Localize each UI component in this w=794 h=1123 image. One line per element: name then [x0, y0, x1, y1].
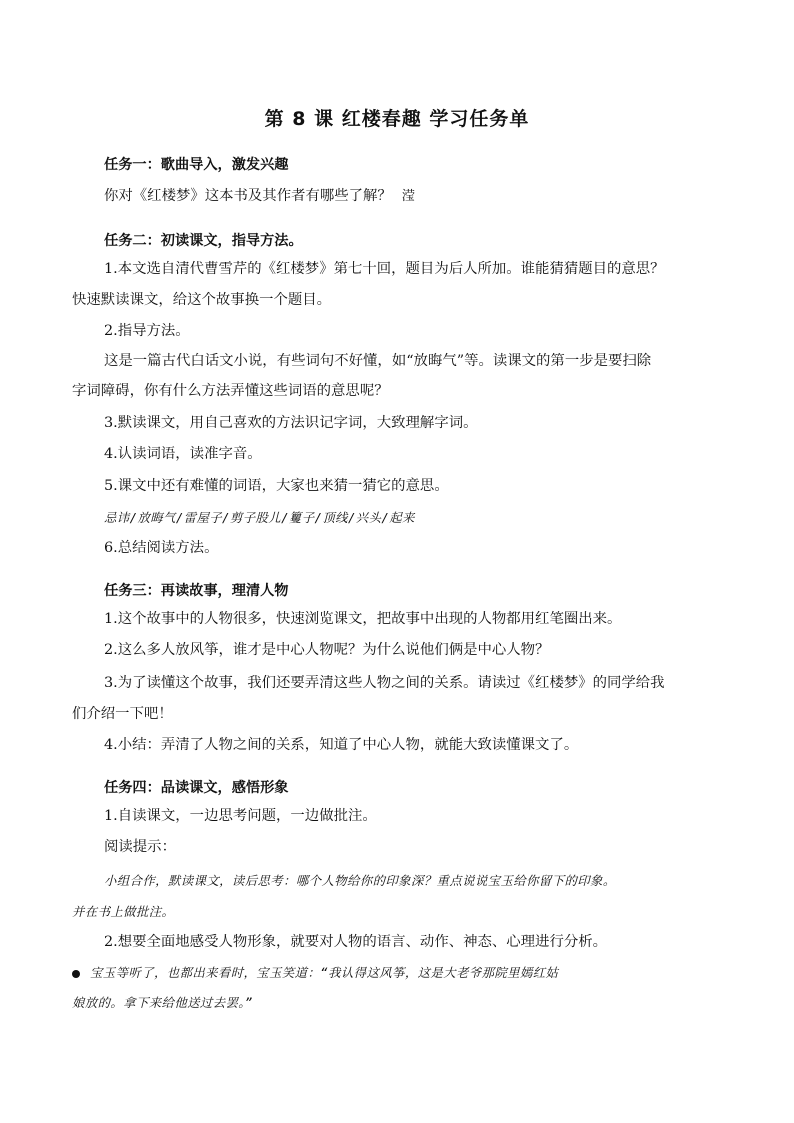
task4-quote-line2: 娘放的。拿下来给他送过去罢。” — [72, 995, 253, 1010]
task3-heading: 任务三：再读故事，理清人物 — [104, 583, 289, 599]
page-title: 第 8 课 红楼春趣 学习任务单 — [264, 108, 530, 130]
task2-item5: 5.课文中还有难懂的词语，大家也来猜一猜它的意思。 — [104, 478, 449, 494]
task2-item6: 6.总结阅读方法。 — [104, 540, 219, 556]
task2-item3: 3.默读课文，用自己喜欢的方法识记字词，大致理解字词。 — [104, 415, 478, 431]
task4-hint-line2: 并在书上做批注。 — [72, 904, 175, 919]
task2-para-line1: 这是一篇古代白话文小说，有些词句不好懂，如“放晦气”等。读课文的第一步是要扫除 — [104, 353, 652, 369]
task3-item2: 2.这么多人放风筝，谁才是中心人物呢？为什么说他们俩是中心人物？ — [104, 642, 550, 658]
task4-item1: 1.自读课文，一边思考问题，一边做批注。 — [104, 808, 377, 824]
task3-item4: 4.小结：弄清了人物之间的关系，知道了中心人物，就能大致读懂课文了。 — [104, 737, 579, 753]
task2-heading: 任务二：初读课文，指导方法。 — [104, 233, 303, 249]
task2-item1-line1: 1.本文选自清代曹雪芹的《红楼梦》第七十回，题目为后人所加。谁能猜猜题目的意思？ — [104, 261, 665, 277]
task2-item2: 2.指导方法。 — [104, 323, 190, 339]
task4-quote-line1-text: 宝玉等听了，也都出来看时，宝玉笑道：“我认得这风筝，这是大老爷那院里嫣红姑 — [90, 965, 559, 980]
task1-question-text: 你对《红楼梦》这本书及其作者有哪些了解？ — [104, 188, 392, 204]
task2-word-list: 忌讳/放晦气/雷屋子/剪子股儿/籰子/顶线/兴头/起来 — [104, 510, 415, 525]
task4-hint-label: 阅读提示： — [104, 839, 176, 855]
task4-heading: 任务四：品读课文，感悟形象 — [104, 780, 289, 796]
task2-item1-line2: 快速默读课文，给这个故事换一个题目。 — [72, 292, 332, 308]
task2-para-line2: 字词障碍，你有什么方法弄懂这些词语的意思呢？ — [72, 383, 389, 399]
stray-mark: 滢 — [401, 189, 415, 204]
task4-quote-line1 — [72, 963, 712, 983]
task4-item2: 2.想要全面地感受人物形象，就要对人物的语言、动作、神态、心理进行分析。 — [104, 934, 608, 950]
task3-item3-line1: 3.为了读懂这个故事，我们还要弄清这些人物之间的关系。请读过《红楼梦》的同学给我 — [104, 675, 665, 691]
task1-heading: 任务一：歌曲导入，激发兴趣 — [104, 157, 289, 173]
bullet-icon — [72, 970, 80, 978]
task3-item1: 1.这个故事中的人物很多，快速浏览课文，把故事中出现的人物都用红笔圈出来。 — [104, 611, 622, 627]
task3-item3-line2: 们介绍一下吧！ — [72, 706, 173, 722]
task4-hint-line1: 小组合作，默读课文，读后思考：哪个人物给你的印象深？重点说说宝玉给你留下的印象。 — [104, 873, 616, 888]
task1-question — [104, 186, 744, 207]
task2-item4: 4.认读词语，读准字音。 — [104, 446, 262, 462]
